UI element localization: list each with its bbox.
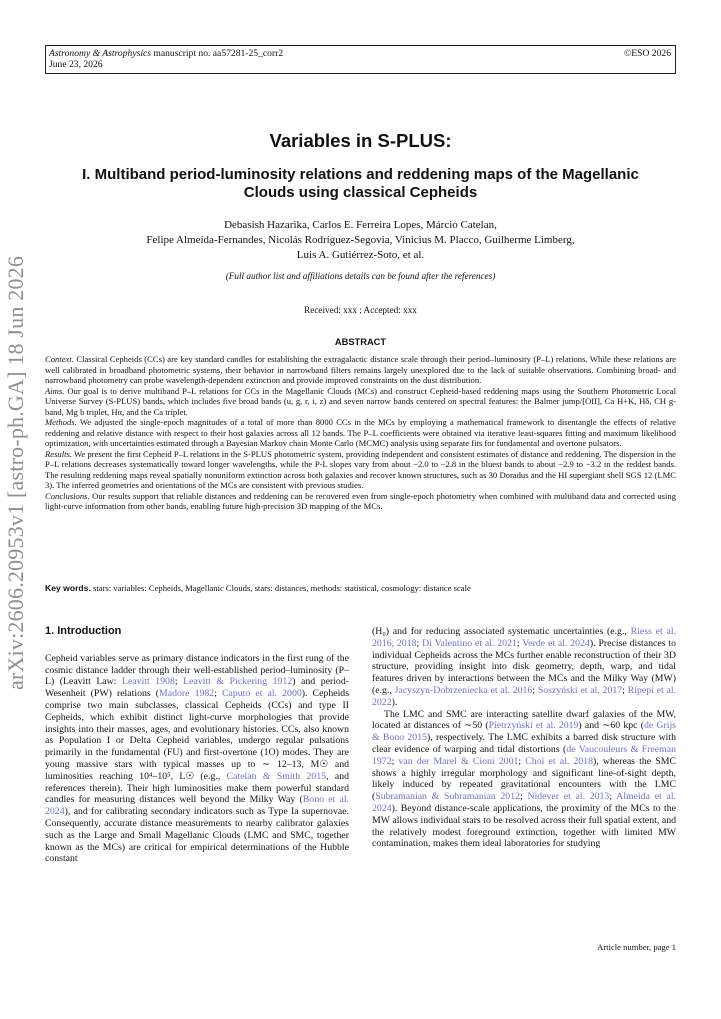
left-column <box>45 626 349 865</box>
results-text: We present the first Cepheid P–L relations in the S-PLUS photometric system, providing independent and consistent estimates of distance and reddening. The dispersion in the P–L relations decreases systematically toward longer wavelengths, while the P-L slopes vary from about −2.0 to −2.8 in the bluest bands to about −2.9 to −3.2 in the reddest bands. The resulting reddening maps reveal spatially nonuniform extinction across both galaxies and recover known structures, such as 30 Doradus and the HI supergiant shell SGS 12 (LMC 3). The inferred geometries and orientations of the MCs are consistent with previous studies. <box>45 448 676 490</box>
citation-link[interactable]: Caputo et al. 2000 <box>222 688 302 700</box>
abstract-results <box>45 449 676 491</box>
manuscript-number: manuscript no. aa57281-25_corr2 <box>150 48 284 59</box>
citation-link[interactable]: Jacyszyn-Dobrzeniecka et al. 2016 <box>394 684 533 696</box>
keywords-label: Key words. <box>45 583 91 593</box>
citation-link[interactable]: Choi et al. 2018 <box>525 755 594 767</box>
methods-label: Methods. <box>45 417 77 427</box>
arxiv-stamp <box>0 0 36 1019</box>
body-text: ; <box>518 755 526 767</box>
body-text: , and references therein). Their high luminosities make them powerful standard candles for measuring distances well beyond the Milky Way ( <box>45 770 349 806</box>
abstract-context <box>45 354 676 386</box>
author-line: Felipe Almeida-Fernandes, Nicolás Rodríguez-Segovia, Vinicius M. Placco, Guilherme Limberg, <box>146 234 575 246</box>
manuscript-header <box>45 45 676 74</box>
abstract-body <box>45 354 676 512</box>
body-text: ; <box>174 676 184 688</box>
keywords-text: stars: variables: Cepheids, Magellanic Clouds, stars: distances, methods: statistical, cosmology: distance scale <box>90 583 471 593</box>
section-heading: 1. Introduction <box>45 625 122 637</box>
body-text: ), respectively. The LMC exhibits a barred disk structure with clear evidence of warping and tidal distortions ( <box>372 732 677 755</box>
citation-link[interactable]: de Vaucouleurs & Freeman 1972 <box>372 743 676 767</box>
author-line: Luis A. Gutiérrez-Soto, et al. <box>296 249 425 261</box>
intro-paragraph-2 <box>372 709 676 851</box>
citation-link[interactable]: Di Valentino et al. 2021 <box>422 637 517 649</box>
conclusions-label: Conclusions. <box>45 490 90 501</box>
abstract-aims <box>45 386 676 418</box>
citation-link[interactable]: Nidever et al. 2013 <box>527 791 610 803</box>
citation-link[interactable]: Almeida et al. 2024 <box>372 791 677 814</box>
body-text: ; <box>532 684 538 696</box>
citation-link[interactable]: Leavitt 1908 <box>121 676 175 688</box>
body-text: ) and period-Wesenheit (PW) relations ( <box>45 676 349 700</box>
received-dates: Received: xxx ; Accepted: xxx <box>304 305 417 315</box>
affiliation-note: (Full author list and affiliations details can be found after the references) <box>225 271 496 281</box>
manuscript-date: June 23, 2026 <box>49 59 103 70</box>
citation-link[interactable]: van der Marel & Cioni 2001 <box>398 755 519 767</box>
citation-link[interactable]: Catelan & Smith 2015 <box>226 770 327 782</box>
abstract-methods <box>45 417 676 449</box>
body-text: ), whereas the SMC shows a highly irregular morphology and significant line-of-sight depth, likely induced by repeated gravitational encounters with the LMC ( <box>372 755 676 803</box>
citation-link[interactable]: Riess et al. 2016, 2018 <box>372 626 677 649</box>
body-text: ). Beyond distance-scale applications, the proximity of the MCs to the MW allows individual stars to be resolved across their full spatial extent, and the relatively modest foreground extinction, together with limited MW contamination, makes them ideal laboratories for studying <box>372 802 676 850</box>
body-text: ), and for calibrating secondary indicators such as Type Ia supernovae. Consequently, accurate distance measurements to nearby calibrator galaxies such as the Large and Small Magellanic Clouds (LMC and SMC, together known as the MCs) are critical for empirical determinations of the Hubble constant <box>45 806 349 865</box>
body-text: ) and ∼60 kpc ( <box>578 720 644 732</box>
context-text: Classical Cepheids (CCs) are key standard candles for establishing the extragalactic distance scale through their period–luminosity (P–L) relations. While these relations are well calibrated in broadband photometric systems, their behavior in narrowband filters remains largely unexplored due to the lack of suitable observations. Combining broad- and narrowband photometry can probe wavelength-dependent extinction and provide improved constraints on the dust distribution. <box>45 354 676 385</box>
body-text: ). Precise distances to individual Cepheids across the MCs further enable reconstruction of their 3D structure, providing insight into disk geometry, depth, warp, and tidal features driven by interactions between the MCs and the Milky Way (MW) (e.g., <box>372 637 676 696</box>
paper-title: Variables in S-PLUS: <box>269 130 452 151</box>
page-footer: Article number, page 1 <box>597 942 676 952</box>
conclusions-text: Our results support that reliable distances and reddening can be recovered even from single-epoch photometry when combined with multiband data and corrected using light-curve information from other bands, enabling future high-precision 3D mapping of the MCs. <box>45 490 676 511</box>
results-label: Results. <box>45 448 72 459</box>
paper-subtitle: I. Multiband period-luminosity relations and reddening maps of the Magellanic Clouds using classical Cepheids <box>82 166 639 201</box>
citation-link[interactable]: Madore 1982 <box>159 688 215 700</box>
body-text: ; <box>416 637 423 649</box>
methods-text: We adjusted the single-epoch magnitudes of a total of more than 8000 CCs in the MCs by employing a mathematical framework to disentangle the effects of relative reddening and relative distance with respect to their host galaxies across all 12 bands. The P–L coefficients were obtained via iterative least-squares fitting and maximum likelihood optimization, with uncertainties estimated through a Bayesian Markov chain Monte Carlo (MCMC) analysis using separate fits for fundamental and overtone pulsators. <box>45 417 676 448</box>
keywords <box>45 583 676 593</box>
intro-paragraph-1-continued <box>372 626 676 709</box>
body-text: The LMC and SMC are interacting satellite dwarf galaxies of the MW, located at distances of ∼50 ( <box>372 708 676 732</box>
body-text: ). <box>391 696 398 708</box>
journal-name: Astronomy & Astrophysics <box>49 48 151 59</box>
body-text: ). Cepheids comprise two main subclasses, classical Cepheids (CCs) and type II Cepheids, which exhibit distinct light-curve morphologies that provide insights into their masses, ages, and evolutionary histories. CCs, also known as Population I or Delta Cepheid variables, undergo regular pulsations primarily in the fundamental (FU) and first-overtone (1O) modes. They are young massive stars with typical masses up to ∼ 12–13, M☉ and luminosities reaching 10⁴–10⁵, L☉ (e.g., <box>45 688 350 782</box>
context-label: Context. <box>45 354 74 364</box>
citation-link[interactable]: Verde et al. 2024 <box>522 637 590 649</box>
aims-label: Aims. <box>45 385 65 396</box>
body-text: ; <box>520 791 528 803</box>
author-line: Debasish Hazarika, Carlos E. Ferreira Lopes, Márcio Catelan, <box>224 219 497 231</box>
citation-link[interactable]: Subramanian & Subramanian 2012 <box>375 791 521 803</box>
body-text: ; <box>622 684 628 696</box>
body-text: ; <box>516 637 523 649</box>
aims-text: Our goal is to derive multiband P–L relations for CCs in the Magellanic Clouds (MCs) and construct Cepheid-based reddening maps using the Southern Photometric Local Universe Survey (S-PLUS) bands, which includes five broad bands (u, g, r, i, z) and seven narrow bands centered on spectral features: the Balmer jump/[OII], Ca H+K, Hδ, CH g-band, Mg b triplet, Hα, and the Ca triplet. <box>45 385 676 417</box>
citation-link[interactable]: Leavitt & Pickering 1912 <box>183 676 293 688</box>
right-column <box>372 626 676 850</box>
body-text: Cepheid variables serve as primary distance indicators in the first rung of the cosmic distance ladder through their well-established period–luminosity (P–L) (Leavitt Law: <box>45 652 349 688</box>
body-text: ; <box>214 688 222 700</box>
citation-link[interactable]: Soszyński et al. 2017 <box>537 684 623 696</box>
body-text: (H₀) and for reducing associated systematic uncertainties (e.g., <box>372 626 631 637</box>
intro-paragraph-1 <box>45 653 349 865</box>
citation-link[interactable]: Bono et al. 2024 <box>45 794 349 818</box>
citation-link[interactable]: de Grijs & Bono 2015 <box>372 720 676 744</box>
arxiv-identifier: arXiv:2606.20953v1 [astro-ph.GA] 18 Jun 2026 <box>3 255 28 690</box>
body-text: ; <box>609 791 617 803</box>
citation-link[interactable]: Ripepi et al. 2022 <box>372 684 677 708</box>
copyright: ©ESO 2026 <box>624 48 671 59</box>
author-list <box>60 218 661 263</box>
abstract-heading: ABSTRACT <box>334 337 387 347</box>
citation-link[interactable]: Pietrzyński et al. 2019 <box>488 720 579 732</box>
abstract-conclusions <box>45 491 676 512</box>
body-text: ; <box>391 755 399 767</box>
